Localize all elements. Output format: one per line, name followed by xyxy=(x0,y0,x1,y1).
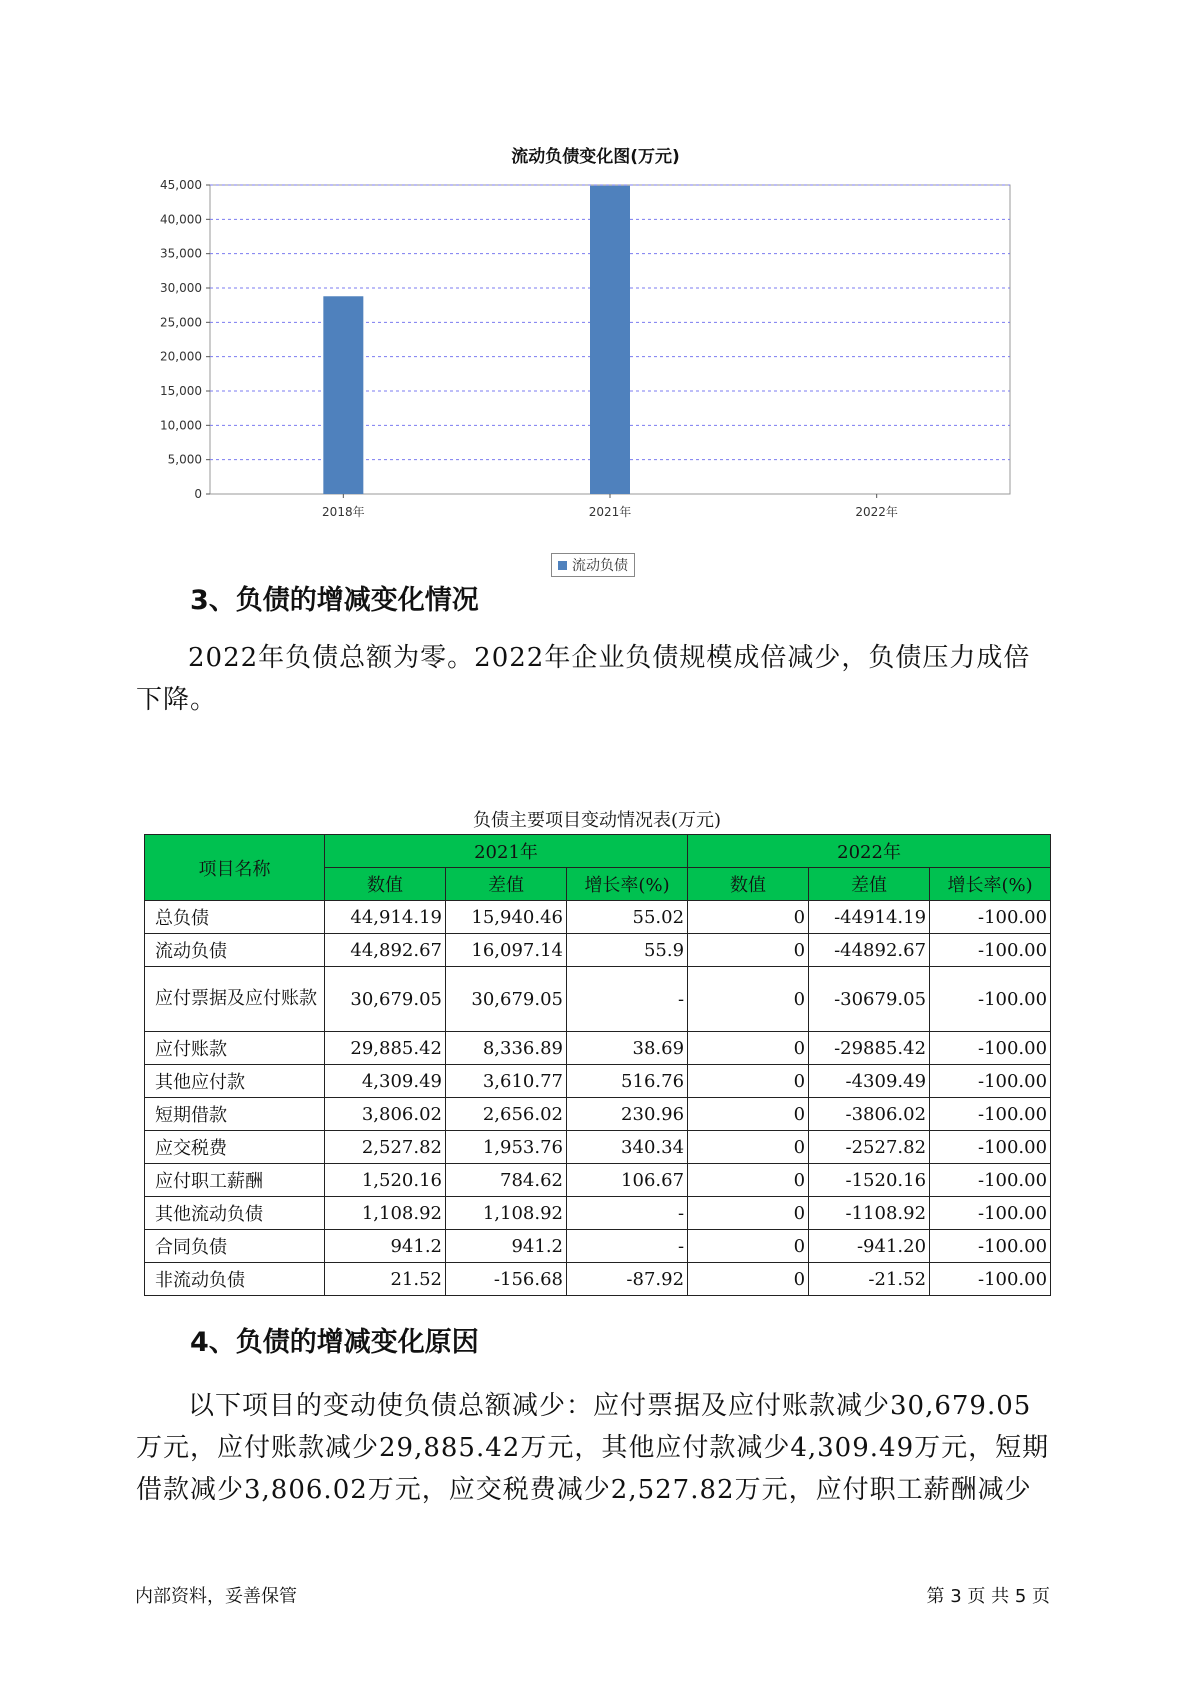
table-row xyxy=(145,1164,1051,1197)
table-row xyxy=(145,1098,1051,1131)
cell: -100.00 xyxy=(930,1131,1051,1164)
cell: 0 xyxy=(688,1032,809,1065)
cell: 38.69 xyxy=(567,1032,688,1065)
table-row xyxy=(145,1131,1051,1164)
table-row xyxy=(145,1065,1051,1098)
row-item: 流动负债 xyxy=(145,934,325,967)
cell: 1,520.16 xyxy=(325,1164,446,1197)
chart-y-ticks xyxy=(160,178,210,501)
cell: 15,940.46 xyxy=(446,901,567,934)
section-3-para-line2: 下降。 xyxy=(136,685,218,715)
cell: -100.00 xyxy=(930,1197,1051,1230)
cell: -2527.82 xyxy=(809,1131,930,1164)
cell: 29,885.42 xyxy=(325,1032,446,1065)
footer-page-number: 第 3 页 共 5 页 xyxy=(926,1586,1050,1607)
cell: 230.96 xyxy=(567,1098,688,1131)
cell: -100.00 xyxy=(930,1230,1051,1263)
cell: 941.2 xyxy=(325,1230,446,1263)
cell: 55.02 xyxy=(567,901,688,934)
y-tick-label: 40,000 xyxy=(160,212,202,227)
cell: 106.67 xyxy=(567,1164,688,1197)
cell: -100.00 xyxy=(930,901,1051,934)
cell: -100.00 xyxy=(930,1164,1051,1197)
cell: 1,108.92 xyxy=(325,1197,446,1230)
x-tick-label: 2018年 xyxy=(322,505,365,519)
cell: -100.00 xyxy=(930,1065,1051,1098)
cell: 4,309.49 xyxy=(325,1065,446,1098)
row-item: 其他应付款 xyxy=(145,1065,325,1098)
cell: -4309.49 xyxy=(809,1065,930,1098)
header-item-name: 项目名称 xyxy=(145,835,325,901)
y-tick-label: 20,000 xyxy=(160,349,202,364)
chart-legend xyxy=(551,553,635,577)
cell: -44892.67 xyxy=(809,934,930,967)
y-tick-label: 10,000 xyxy=(160,418,202,433)
x-tick-label: 2022年 xyxy=(855,505,898,519)
bar-2018年 xyxy=(323,296,363,494)
cell: 784.62 xyxy=(446,1164,567,1197)
cell: -1108.92 xyxy=(809,1197,930,1230)
bar-2021年 xyxy=(590,186,630,494)
row-item: 总负债 xyxy=(145,901,325,934)
y-tick-label: 25,000 xyxy=(160,315,202,330)
section-4-para-line3: 借款减少3,806.02万元，应交税费减少2,527.82万元，应付职工薪酬减少 xyxy=(136,1475,1032,1505)
cell: 516.76 xyxy=(567,1065,688,1098)
cell: 21.52 xyxy=(325,1263,446,1296)
row-item: 其他流动负债 xyxy=(145,1197,325,1230)
cell: -100.00 xyxy=(930,1263,1051,1296)
cell: 0 xyxy=(688,1263,809,1296)
table-row xyxy=(145,1263,1051,1296)
cell: 1,108.92 xyxy=(446,1197,567,1230)
cell: -29885.42 xyxy=(809,1032,930,1065)
cell: -1520.16 xyxy=(809,1164,930,1197)
cell: 0 xyxy=(688,1164,809,1197)
cell: -87.92 xyxy=(567,1263,688,1296)
header-growth: 增长率(%) xyxy=(567,868,688,901)
liability-table xyxy=(144,834,1051,1296)
cell: 0 xyxy=(688,1065,809,1098)
cell: - xyxy=(567,1197,688,1230)
table-row xyxy=(145,1032,1051,1065)
header-year-2021: 2021年 xyxy=(325,835,688,868)
y-tick-label: 0 xyxy=(194,487,202,501)
y-tick-label: 30,000 xyxy=(160,281,202,295)
row-item: 短期借款 xyxy=(145,1098,325,1131)
cell: 2,656.02 xyxy=(446,1098,567,1131)
cell: -100.00 xyxy=(930,967,1051,1032)
cell: 16,097.14 xyxy=(446,934,567,967)
liability-bar-chart xyxy=(150,170,1030,540)
section-4-para-line2: 万元，应付账款减少29,885.42万元，其他应付款减少4,309.49万元，短期 xyxy=(136,1433,1050,1463)
section-4-heading: 4、负债的增减变化原因 xyxy=(190,1327,479,1358)
cell: 0 xyxy=(688,1098,809,1131)
cell: 44,914.19 xyxy=(325,901,446,934)
section-4-para-line1: 以下项目的变动使负债总额减少：应付票据及应付账款减少30,679.05 xyxy=(188,1391,1032,1421)
y-tick-label: 5,000 xyxy=(167,452,202,467)
cell: 0 xyxy=(688,967,809,1032)
cell: 0 xyxy=(688,1230,809,1263)
legend-label: 流动负债 xyxy=(572,558,628,574)
row-item: 应付职工薪酬 xyxy=(145,1164,325,1197)
row-item: 合同负债 xyxy=(145,1230,325,1263)
header-year-2022: 2022年 xyxy=(688,835,1051,868)
row-item: 应付票据及应付账款 xyxy=(145,967,325,1032)
chart-x-ticks xyxy=(322,494,898,519)
cell: 0 xyxy=(688,1197,809,1230)
cell: 2,527.82 xyxy=(325,1131,446,1164)
cell: -3806.02 xyxy=(809,1098,930,1131)
table-caption: 负债主要项目变动情况表(万元) xyxy=(472,810,722,831)
cell: 3,806.02 xyxy=(325,1098,446,1131)
row-item: 应付账款 xyxy=(145,1032,325,1065)
x-tick-label: 2021年 xyxy=(588,505,632,519)
table-row xyxy=(145,967,1051,1032)
cell: 941.2 xyxy=(446,1230,567,1263)
cell: -21.52 xyxy=(809,1263,930,1296)
header-diff: 差值 xyxy=(446,868,567,901)
cell: -100.00 xyxy=(930,934,1051,967)
header-value: 数值 xyxy=(325,868,446,901)
section-3-heading: 3、负债的增减变化情况 xyxy=(190,585,479,616)
cell: 44,892.67 xyxy=(325,934,446,967)
cell: - xyxy=(567,1230,688,1263)
cell: -100.00 xyxy=(930,1032,1051,1065)
cell: - xyxy=(567,967,688,1032)
cell: 8,336.89 xyxy=(446,1032,567,1065)
y-tick-label: 45,000 xyxy=(160,178,202,192)
cell: 340.34 xyxy=(567,1131,688,1164)
cell: 0 xyxy=(688,934,809,967)
chart-title: 流动负债变化图(万元) xyxy=(511,147,680,167)
footer-confidential-note: 内部资料，妥善保管 xyxy=(135,1586,297,1607)
cell: -156.68 xyxy=(446,1263,567,1296)
y-tick-label: 35,000 xyxy=(160,246,202,261)
cell: -44914.19 xyxy=(809,901,930,934)
cell: 30,679.05 xyxy=(446,967,567,1032)
header-value: 数值 xyxy=(688,868,809,901)
header-growth: 增长率(%) xyxy=(930,868,1051,901)
cell: -941.20 xyxy=(809,1230,930,1263)
legend-swatch xyxy=(558,561,567,570)
table-row xyxy=(145,1197,1051,1230)
table-row xyxy=(145,901,1051,934)
row-item: 非流动负债 xyxy=(145,1263,325,1296)
cell: 0 xyxy=(688,1131,809,1164)
cell: 55.9 xyxy=(567,934,688,967)
header-diff: 差值 xyxy=(809,868,930,901)
cell: -30679.05 xyxy=(809,967,930,1032)
table-row xyxy=(145,934,1051,967)
y-tick-label: 15,000 xyxy=(160,384,202,398)
cell: 30,679.05 xyxy=(325,967,446,1032)
cell: 0 xyxy=(688,901,809,934)
cell: -100.00 xyxy=(930,1098,1051,1131)
table-row xyxy=(145,1230,1051,1263)
section-3-para-line1: 2022年负债总额为零。2022年企业负债规模成倍减少，负债压力成倍 xyxy=(188,643,1031,673)
row-item: 应交税费 xyxy=(145,1131,325,1164)
cell: 1,953.76 xyxy=(446,1131,567,1164)
cell: 3,610.77 xyxy=(446,1065,567,1098)
